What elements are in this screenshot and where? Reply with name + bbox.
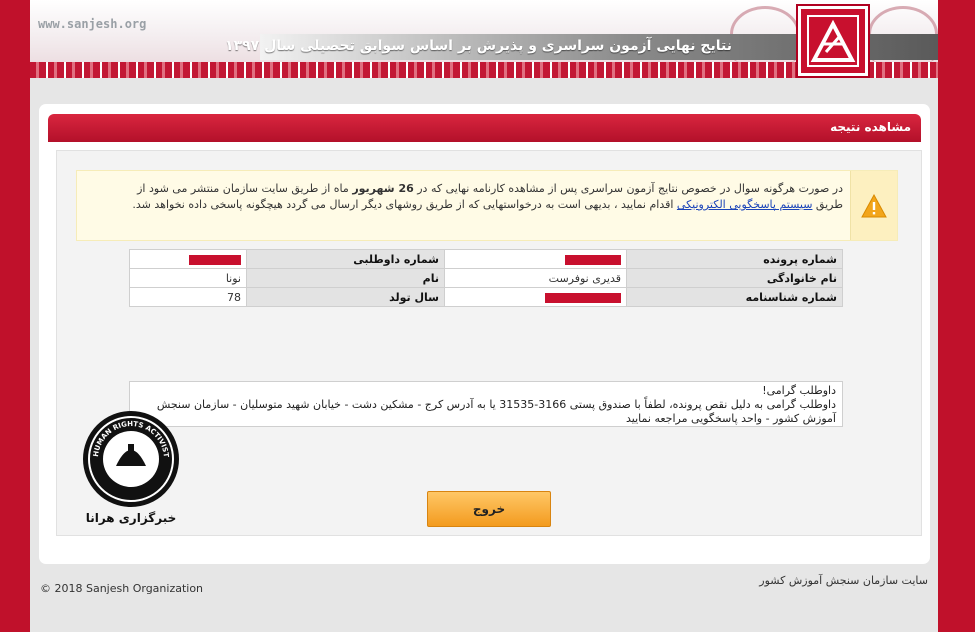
table-row bbox=[130, 288, 843, 307]
message-greeting: داوطلب گرامی! bbox=[762, 384, 836, 397]
redacted-block bbox=[189, 255, 241, 265]
last-name-value: قدیری نوفرست bbox=[445, 269, 627, 288]
warning-icon bbox=[850, 171, 897, 240]
id-number-value bbox=[445, 288, 627, 307]
site-domain: www.sanjesh.org bbox=[38, 17, 147, 31]
exit-button[interactable]: خروج bbox=[427, 491, 551, 527]
redacted-block bbox=[545, 293, 621, 303]
applicant-number-label: شماره داوطلبی bbox=[247, 250, 445, 269]
page-title: نتایج نهایی آزمون سراسری و پذیرش بر اساس سوابق تحصیلی سال ۱۳۹۷ bbox=[225, 38, 732, 54]
redacted-block bbox=[565, 255, 621, 265]
result-panel bbox=[56, 150, 922, 536]
notice-text-part1: در صورت هرگونه سوال در خصوص نتایج آزمون سراسری پس از مشاهده کارنامه نهایی که در bbox=[413, 182, 843, 195]
birth-year-value: 78 bbox=[130, 288, 247, 307]
notice-text-part2: ماه از طریق سایت سازمان منتشر می شود از طریق bbox=[137, 182, 843, 211]
file-number-value bbox=[445, 250, 627, 269]
card-title: مشاهده نتیجه bbox=[48, 114, 921, 142]
notice-text-part3: اقدام نمایید ، بدیهی است به درخواستهایی که از طریق روشهای دیگر ارسال می گردد هیچگونه پاسخی داده نخواهد شد. bbox=[132, 198, 677, 211]
applicant-info-table bbox=[129, 249, 843, 307]
first-name-value: نونا bbox=[130, 269, 247, 288]
table-row bbox=[130, 250, 843, 269]
page bbox=[30, 0, 938, 632]
support-system-link[interactable]: سیستم پاسخگویی الکترونیکی bbox=[676, 198, 813, 211]
result-card bbox=[39, 104, 930, 564]
notice-text bbox=[123, 181, 843, 213]
hrana-logo-icon bbox=[83, 411, 179, 507]
hrana-name: خبرگزاری هرانا bbox=[85, 511, 177, 525]
footer-site-name: سایت سازمان سنجش آموزش کشور bbox=[759, 574, 928, 587]
applicant-number-value bbox=[130, 250, 247, 269]
notice-box bbox=[76, 170, 898, 241]
sanjesh-logo-icon bbox=[798, 6, 868, 76]
hrana-watermark bbox=[81, 411, 181, 529]
table-row bbox=[130, 269, 843, 288]
last-name-label: نام خانوادگی bbox=[627, 269, 843, 288]
footer-copyright: © 2018 Sanjesh Organization bbox=[40, 582, 204, 595]
site-header bbox=[30, 0, 938, 78]
notice-date: 26 شهریور bbox=[352, 182, 414, 195]
hrana-circle-text: HUMAN RIGHTS ACTIVIST bbox=[91, 419, 171, 458]
file-number-label: شماره پرونده bbox=[627, 250, 843, 269]
id-number-label: شماره شناسنامه bbox=[627, 288, 843, 307]
birth-year-label: سال تولد bbox=[247, 288, 445, 307]
first-name-label: نام bbox=[247, 269, 445, 288]
message-body: داوطلب گرامی به دلیل نقص پرونده، لطفاً با صندوق پستی 3166-31535 یا به آدرس کرج - مشکین دشت - خیابان شهید متوسلیان - سازمان سنجش آموزش کشور - واحد پاسخگویی مراجعه نمایید bbox=[156, 398, 836, 425]
status-message bbox=[129, 381, 843, 427]
